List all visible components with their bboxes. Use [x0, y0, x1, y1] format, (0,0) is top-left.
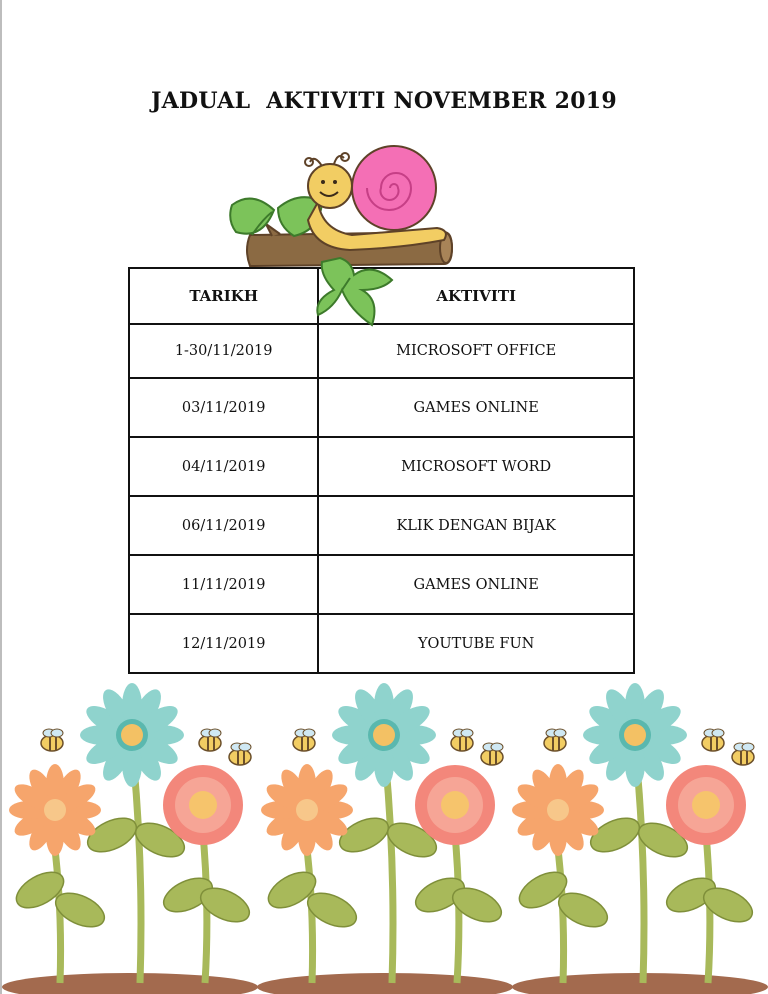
cell-activity: KLIK DENGAN BIJAK — [318, 496, 634, 555]
pink-flower-center — [189, 791, 217, 819]
cell-activity: MICROSOFT WORD — [318, 437, 634, 496]
bee-icon — [702, 735, 724, 751]
bee-icon — [199, 735, 221, 751]
bee-wing — [239, 743, 251, 751]
table-row — [129, 614, 634, 673]
bee-icon — [481, 749, 503, 765]
bee-icon — [229, 749, 251, 765]
blue-flower-center — [624, 724, 646, 746]
soil-icon — [257, 973, 513, 994]
bee-wing — [742, 743, 754, 751]
table-row — [129, 378, 634, 437]
blue-flower-center — [373, 724, 395, 746]
cell-activity: GAMES ONLINE — [318, 555, 634, 614]
bee-wing — [461, 729, 473, 737]
snail-icon — [305, 146, 446, 250]
bee-icon — [544, 735, 566, 751]
cell-activity: GAMES ONLINE — [318, 378, 634, 437]
bee-wing — [51, 729, 63, 737]
hanging-leaves-icon — [317, 258, 392, 325]
header-activity: AKTIVITI — [318, 268, 634, 324]
bee-icon — [293, 735, 315, 751]
table-row — [129, 496, 634, 555]
flower-garden-illustration — [0, 665, 768, 994]
bee-wing — [491, 743, 503, 751]
bee-wing — [209, 729, 221, 737]
table-row — [129, 555, 634, 614]
orange-flower-center — [296, 799, 318, 821]
bee-wing — [712, 729, 724, 737]
bee-wing — [303, 729, 315, 737]
cell-activity: MICROSOFT OFFICE — [318, 324, 634, 378]
cell-date: 03/11/2019 — [129, 378, 318, 437]
cell-date: 04/11/2019 — [129, 437, 318, 496]
flower-cluster — [2, 683, 768, 994]
cell-date: 1-30/11/2019 — [129, 324, 318, 378]
bee-icon — [41, 735, 63, 751]
snail-illustration — [222, 140, 462, 335]
header-date: TARIKH — [129, 268, 318, 324]
bee-wing — [554, 729, 566, 737]
page-title: JADUAL AKTIVITI NOVEMBER 2019 — [150, 88, 618, 114]
cell-date: 06/11/2019 — [129, 496, 318, 555]
blue-flower-center — [121, 724, 143, 746]
bee-icon — [732, 749, 754, 765]
orange-flower-center — [44, 799, 66, 821]
cell-activity: YOUTUBE FUN — [318, 614, 634, 673]
soil-icon — [2, 973, 258, 994]
pink-flower-center — [441, 791, 469, 819]
table-row — [129, 437, 634, 496]
orange-flower-center — [547, 799, 569, 821]
pink-flower-center — [692, 791, 720, 819]
cell-date: 11/11/2019 — [129, 555, 318, 614]
cell-date: 12/11/2019 — [129, 614, 318, 673]
bee-icon — [451, 735, 473, 751]
